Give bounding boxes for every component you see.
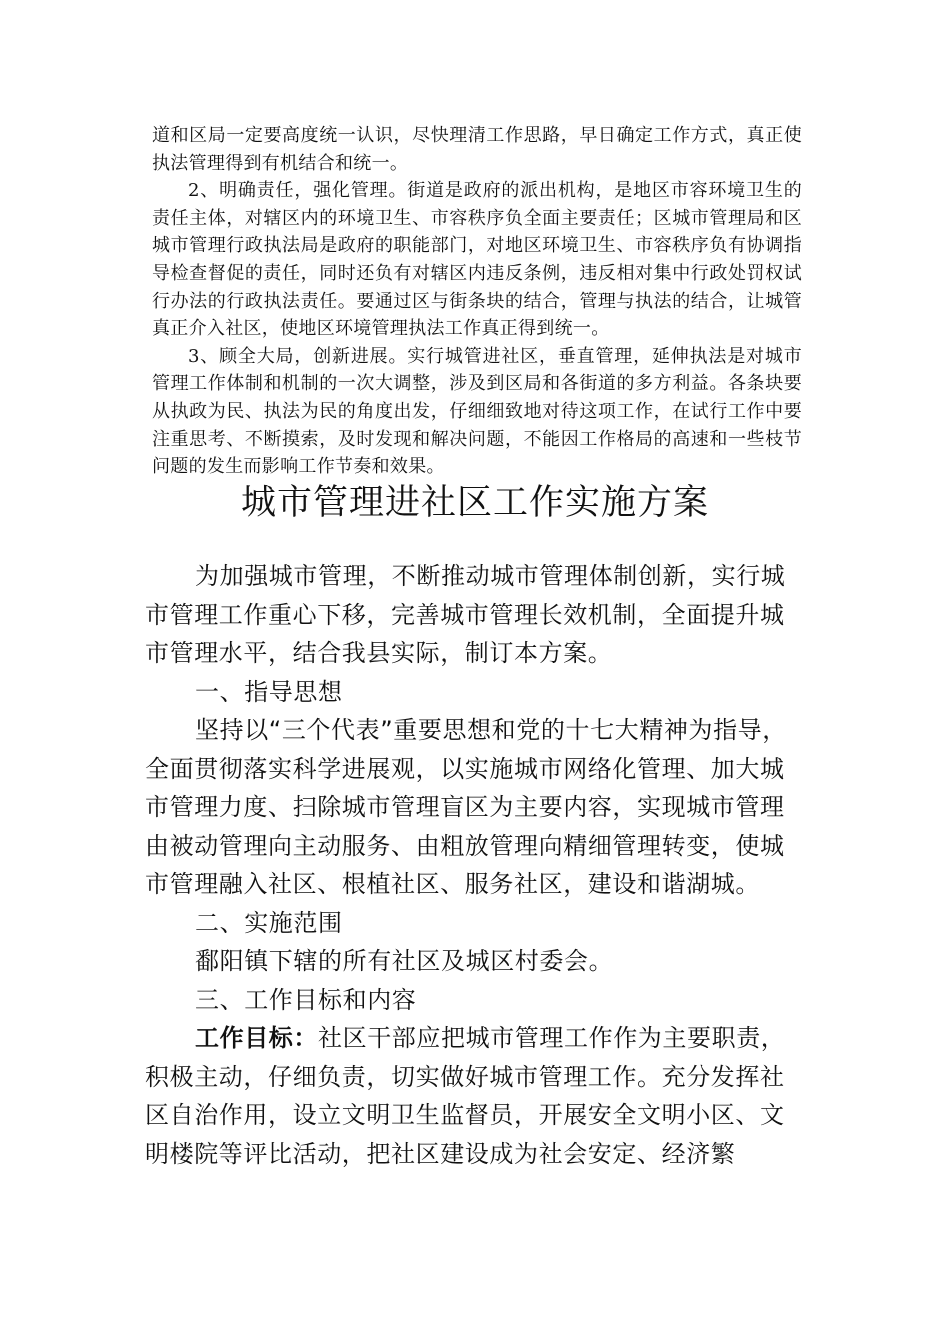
section-heading-guiding-ideology: 一、指导思想 <box>195 677 343 706</box>
document-title: 城市管理进社区工作实施方案 <box>240 483 709 523</box>
goals-paragraph <box>145 1019 805 1173</box>
guiding-ideology-paragraph: 坚持以“三个代表”重要思想和党的十七大精神为指导，全面贯彻落实科学进展观，以实施城市网络化管理、加大城市管理力度、扫除城市管理盲区为主要内容，实现城市管理由被动管理向主动服务、由粗放管理向精细管理转变，使城市管理融入社区、根植社区、服务社区，建设和谐湖城。 <box>145 716 787 898</box>
paragraph-clarify-responsibility: 2、明确责任，强化管理。街道是政府的派出机构，是地区市容环境卫生的责任主体，对辖区内的环境卫生、市容秩序负全面主要责任；区城市管理局和区城市管理行政执法局是政府的职能部门，对地区环境卫生、市容秩序负有协调指导检查督促的责任，同时还负有对辖区内违反条例，违反相对集中行政处罚权试行办法的行政执法责任。要通过区与街条块的结合，管理与执法的结合，让城管真正介入社区，使地区环境管理执法工作真正得到统一。 <box>152 180 802 340</box>
section-heading-scope: 二、实施范围 <box>195 908 343 937</box>
paragraph-overall-situation: 3、顾全大局，创新进展。实行城管进社区，垂直管理，延伸执法是对城市管理工作体制和机制的一次大调整，涉及到区局和各街道的多方利益。各条块要从执政为民、执法为民的角度出发，仔细细致地对待这项工作，在试行工作中要注重思考、不断摸索，及时发现和解决问题，不能因工作格局的高速和一些枝节问题的发生而影响工作节奏和效果。 <box>152 345 802 478</box>
goal-label: 工作目标： <box>195 1024 318 1052</box>
goal-text: 社区干部应把城市管理工作作为主要职责，积极主动，仔细负责，切实做好城市管理工作。充分发挥社区自治作用，设立文明卫生监督员，开展安全文明小区、文明楼院等评比活动，把社区建设成为社会安定、经济繁 <box>145 1024 786 1168</box>
section-heading-goals: 三、工作目标和内容 <box>195 985 417 1014</box>
continued-text-block <box>152 122 802 481</box>
scope-paragraph: 鄱阳镇下辖的所有社区及城区村委会。 <box>195 947 614 975</box>
paragraph-continued: 道和区局一定要高度统一认识，尽快理清工作思路，早日确定工作方式，真正使执法管理得到有机结合和统一。 <box>152 125 802 174</box>
preamble-paragraph: 为加强城市管理，不断推动城市管理体制创新，实行城市管理工作重心下移，完善城市管理长效机制，全面提升城市管理水平，结合我县实际，制订本方案。 <box>145 562 786 667</box>
main-text-block <box>145 557 805 1173</box>
